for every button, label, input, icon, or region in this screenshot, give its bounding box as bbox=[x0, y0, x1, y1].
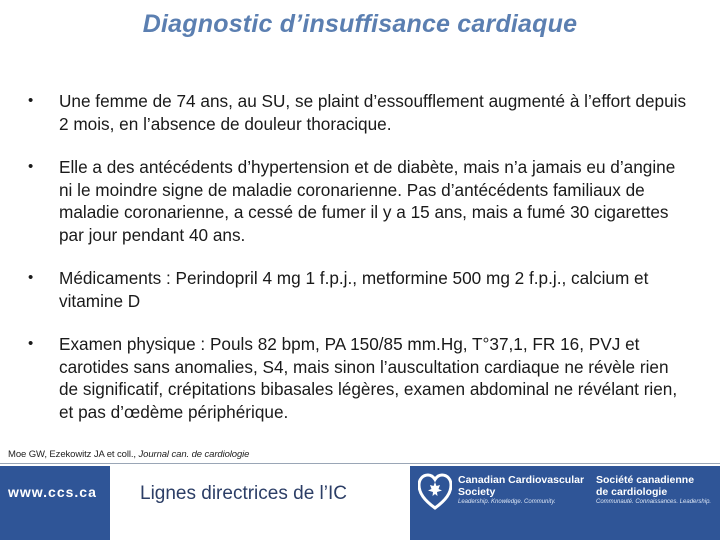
footer-url-box bbox=[0, 466, 110, 540]
footer-guidelines-title: Lignes directrices de l’IC bbox=[140, 483, 347, 504]
ccs-name-french bbox=[596, 474, 711, 506]
slide-title: Diagnostic d’insuffisance cardiaque bbox=[142, 10, 578, 38]
ccs-name-english bbox=[458, 474, 584, 506]
bullet-list bbox=[28, 90, 688, 444]
bullet-text: Elle a des antécédents d’hypertension et de diabète, mais n’a jamais eu d’angine ni le moindre signe de maladie coronarienne. Pas d’antécédents familiaux de maladie coronarienne, a cessé de fumer il y a 15 ans, mais a fumé 30 cigarettes par jour pendant 40 ans. bbox=[59, 157, 676, 245]
heart-maple-leaf-logo-icon bbox=[418, 470, 452, 510]
footer bbox=[0, 466, 720, 540]
ccs-logo-panel bbox=[410, 466, 720, 540]
citation-authors: Moe GW, Ezekowitz JA et coll., bbox=[8, 449, 139, 460]
org-en-line1: Canadian Cardiovascular bbox=[458, 474, 585, 486]
footer-url-link[interactable]: www.ccs.ca bbox=[8, 484, 97, 500]
bullet-icon: • bbox=[28, 269, 34, 286]
bullet-item-history bbox=[28, 156, 688, 246]
bullet-text: Médicaments : Perindopril 4 mg 1 f.p.j., metformine 500 mg 2 f.p.j., calcium et vitamine D bbox=[59, 268, 649, 311]
org-en-tagline: Leadership. Knowledge. Community. bbox=[458, 499, 556, 505]
footer-divider bbox=[0, 463, 720, 464]
citation bbox=[8, 449, 249, 460]
org-fr-tagline: Communauté. Connaissances. Leadership. bbox=[596, 499, 712, 505]
citation-journal: Journal can. de cardiologie bbox=[138, 449, 250, 460]
bullet-icon: • bbox=[28, 158, 34, 175]
org-en-line2: Society bbox=[458, 486, 496, 498]
bullet-item-physical-exam bbox=[28, 333, 688, 423]
bullet-text: Examen physique : Pouls 82 bpm, PA 150/85 mm.Hg, T°37,1, FR 16, PVJ et carotides sans anomalies, S4, mais sinon l’auscultation cardiaque ne révèle rien de significatif, crépitations bibasales légères, examen abdominal ne révélant rien, et pas d’œdème périphérique. bbox=[59, 334, 678, 422]
bullet-item-presentation bbox=[28, 90, 688, 135]
bullet-icon: • bbox=[28, 335, 34, 352]
bullet-item-medications bbox=[28, 267, 688, 312]
bullet-icon: • bbox=[28, 92, 34, 109]
org-fr-line1: Société canadienne bbox=[596, 474, 695, 486]
bullet-text: Une femme de 74 ans, au SU, se plaint d’essoufflement augmenté à l’effort depuis 2 mois, en l’absence de douleur thoracique. bbox=[59, 91, 687, 134]
org-fr-line2: de cardiologie bbox=[596, 486, 668, 498]
